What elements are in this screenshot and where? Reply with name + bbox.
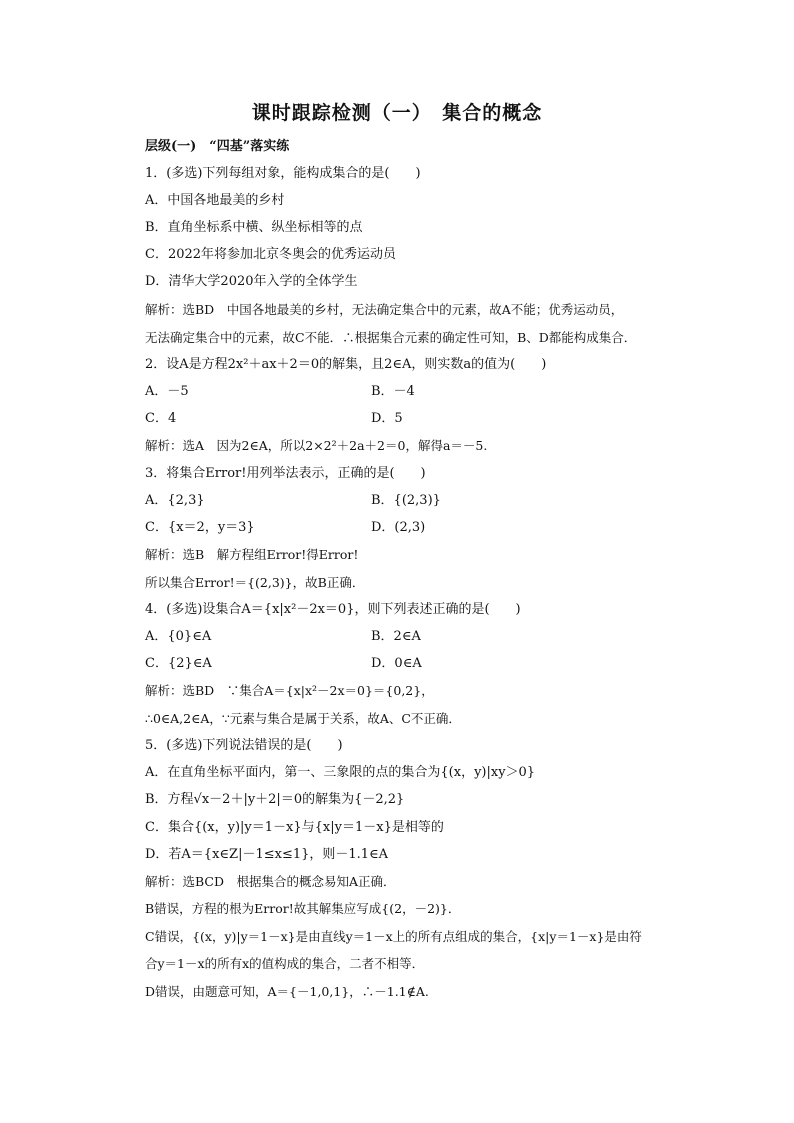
question-1-option-d: D．清华大学2020年入学的全体学生 [145,274,358,289]
question-2-option-b: B．－4 [371,384,415,399]
solution-5-line-3: C错误，{(x，y)|y＝1－x}是由直线y＝1－x上的所有点组成的集合，{x|y＝1－x}是由符 [145,929,642,944]
question-1: 1．(多选)下列每组对象，能构成集合的是( ) [145,166,421,181]
solution-4-line-1: 解析：选BD ∵集合A＝{x|x²－2x＝0}＝{0,2}， [145,683,434,698]
solution-1-line-2: 无法确定集合中的元素，故C不能．∴根据集合元素的确定性可知，B、D都能构成集合． [145,330,637,345]
question-2-option-d: D．5 [371,411,403,426]
question-4-option-d: D．0∈A [371,656,422,671]
solution-5-line-1: 解析：选BCD 根据集合的概念易知A正确． [145,874,396,889]
question-5-option-b: B．方程√x－2＋|y＋2|＝0的解集为{－2,2} [145,792,405,807]
solution-5-line-4: 合y＝1－x的所有x的值构成的集合，二者不相等． [145,956,425,971]
question-3: 3．将集合Error!用列举法表示，正确的是( ) [145,466,426,481]
question-3-option-b: B．{(2,3)} [371,493,441,508]
question-5: 5．(多选)下列说法错误的是( ) [145,738,343,753]
question-4-option-a: A．{0}∈A [145,629,212,644]
solution-2: 解析：选A 因为2∈A，所以2×2²＋2a＋2＝0，解得a＝－5. [145,438,488,453]
question-4-option-b: B．2∈A [371,629,421,644]
question-2-option-c: C．4 [145,411,177,426]
question-1-option-c: C．2022年将参加北京冬奥会的优秀运动员 [145,247,397,262]
question-3-option-d: D．(2,3) [371,520,426,535]
question-1-option-b: B．直角坐标系中横、纵坐标相等的点 [145,220,363,235]
solution-5-line-2: B错误，方程的根为Error!故其解集应写成{(2，－2)}． [145,901,461,916]
solution-4-line-2: ∴0∈A,2∈A，∵元素与集合是属于关系，故A、C不正确． [145,711,461,726]
question-5-option-d: D．若A＝{x∈Z|－1≤x≤1}，则－1.1∈A [145,847,389,862]
question-4: 4．(多选)设集合A＝{x|x²－2x＝0}，则下列表述正确的是( ) [145,602,521,617]
question-1-option-a: A．中国各地最美的乡村 [145,193,285,208]
question-3-option-a: A．{2,3} [145,493,205,508]
solution-5-line-5: D错误，由题意可知，A＝{－1,0,1}，∴－1.1∉A. [145,984,429,999]
question-2: 2．设A是方程2x²＋ax＋2＝0的解集，且2∈A，则实数a的值为( ) [145,357,547,372]
question-2-option-a: A．－5 [145,384,189,399]
solution-3-line-1: 解析：选B 解方程组Error!得Error! [145,547,359,562]
question-5-option-c: C．集合{(x，y)|y＝1－x}与{x|y＝1－x}是相等的 [145,820,444,835]
page-title: 课时跟踪检测（一） 集合的概念 [251,102,543,124]
question-4-option-c: C．{2}∈A [145,656,212,671]
solution-1-line-1: 解析：选BD 中国各地最美的乡村，无法确定集合中的元素，故A不能；优秀运动员， [145,302,624,317]
question-3-option-c: C．{x＝2，y＝3} [145,520,255,535]
question-5-option-a: A．在直角坐标平面内，第一、三象限的点的集合为{(x，y)|xy＞0} [145,765,536,780]
solution-3-line-2: 所以集合Error!＝{(2,3)}，故B正确． [145,575,365,590]
section-heading: 层级(一) “四基”落实练 [145,139,290,154]
